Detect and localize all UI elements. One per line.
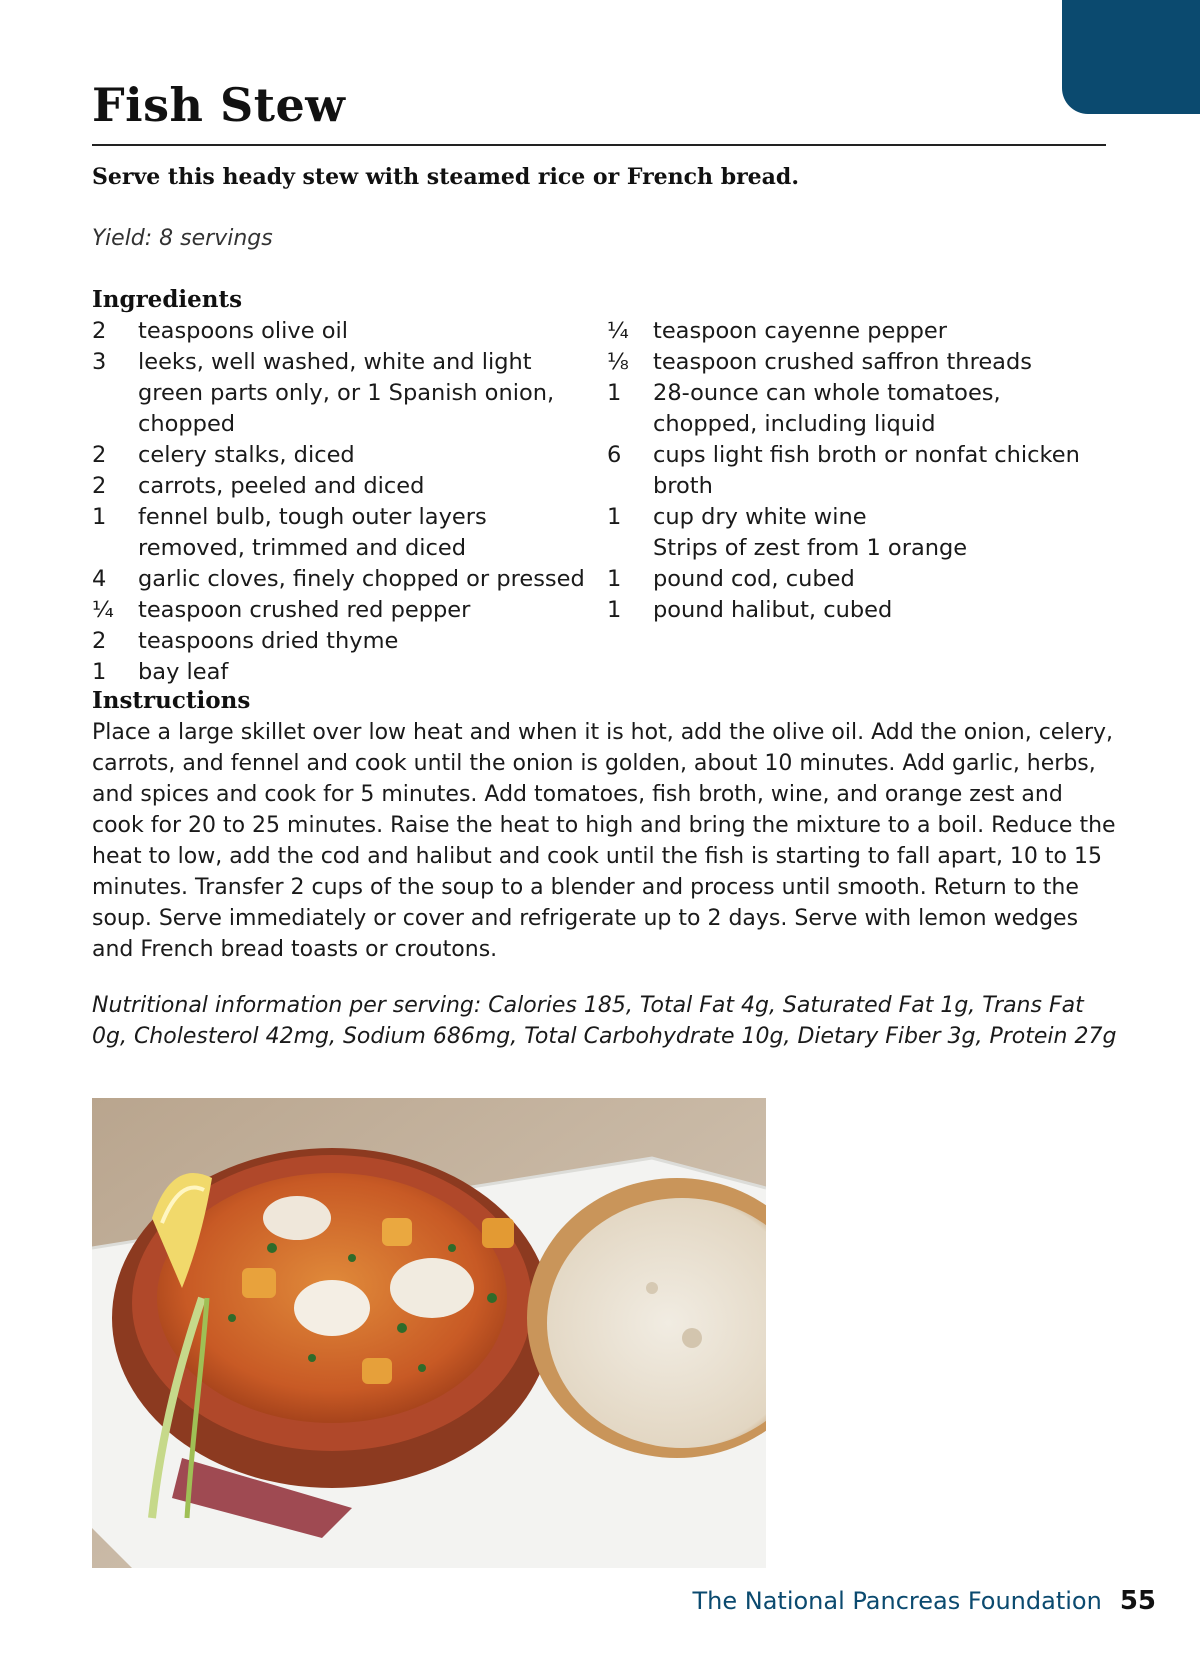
ingredient-item — [92, 440, 592, 471]
ingredient-item — [607, 533, 1107, 564]
ingredient-item — [607, 440, 1107, 502]
ingredient-item — [92, 316, 592, 347]
ingredient-item — [607, 502, 1107, 533]
footer-organization: The National Pancreas Foundation — [692, 1587, 1102, 1615]
ingredient-qty: ¼ — [92, 597, 114, 623]
title-divider — [92, 144, 1106, 146]
recipe-subtitle: Serve this heady stew with steamed rice or French bread. — [92, 164, 799, 190]
page-number: 55 — [1119, 1586, 1156, 1616]
ingredient-qty: ¼ — [607, 318, 629, 344]
ingredient-qty: 1 — [607, 597, 622, 623]
page-footer — [692, 1586, 1156, 1616]
corner-tab — [1062, 0, 1200, 114]
fish-stew-photo — [92, 1098, 766, 1568]
ingredient-text: fennel bulb, tough outer layers removed, trimmed and diced — [138, 504, 487, 561]
ingredient-qty: 2 — [92, 473, 107, 499]
ingredient-item — [607, 378, 1107, 440]
ingredient-text: teaspoons dried thyme — [138, 628, 399, 654]
ingredient-text: leeks, well washed, white and light green parts only, or 1 Spanish onion, chopped — [138, 349, 555, 437]
instructions-text: Place a large skillet over low heat and when it is hot, add the olive oil. Add the onion, celery, carrots, and fennel and cook until the onion is golden, about 10 minutes. Add garlic, herbs, and spices and cook for 5 minutes. Add tomatoes, fish broth, wine, and orange zest and cook for 20 to 25 minutes. Raise the heat to high and bring the mixture to a boil. Reduce the heat to low, add the cod and halibut and cook until the fish is starting to fall apart, 10 to 15 minutes. Transfer 2 cups of the soup to a blender and process until smooth. Return to the soup. Serve immediately or cover and refrigerate up to 2 days. Serve with lemon wedges and French bread toasts or croutons. — [92, 720, 1116, 962]
ingredient-qty: 6 — [607, 442, 622, 468]
ingredient-qty: 1 — [92, 504, 107, 530]
ingredients-right-column — [607, 316, 1107, 626]
page-title: Fish Stew — [92, 78, 346, 132]
ingredient-item — [92, 502, 592, 564]
ingredient-qty — [607, 533, 653, 564]
ingredient-item — [92, 347, 592, 440]
ingredient-qty: 2 — [92, 442, 107, 468]
ingredient-qty: 4 — [92, 566, 107, 592]
ingredient-text: 28-ounce can whole tomatoes, chopped, including liquid — [653, 380, 1001, 437]
ingredient-qty: 3 — [92, 349, 107, 375]
ingredient-text: cup dry white wine — [653, 504, 867, 530]
ingredient-text: carrots, peeled and diced — [138, 473, 425, 499]
ingredient-item — [92, 595, 592, 626]
ingredient-item — [92, 564, 592, 595]
ingredient-text: pound cod, cubed — [653, 566, 855, 592]
ingredient-qty: 1 — [607, 566, 622, 592]
ingredient-item — [607, 564, 1107, 595]
ingredient-text: garlic cloves, finely chopped or pressed — [138, 566, 585, 592]
ingredient-item — [607, 347, 1107, 378]
ingredient-item — [92, 657, 592, 688]
ingredient-text: pound halibut, cubed — [653, 597, 893, 623]
ingredients-left-column — [92, 316, 592, 688]
instructions-heading: Instructions — [92, 687, 251, 714]
ingredient-qty: 1 — [607, 380, 622, 406]
ingredient-qty: 1 — [607, 504, 622, 530]
ingredient-item — [607, 316, 1107, 347]
ingredient-text: cups light fish broth or nonfat chicken broth — [653, 442, 1080, 499]
ingredient-item — [92, 471, 592, 502]
ingredient-qty: 2 — [92, 628, 107, 654]
ingredient-text: bay leaf — [138, 659, 229, 685]
ingredient-qty: 1 — [92, 659, 107, 685]
ingredient-item — [607, 595, 1107, 626]
ingredient-text: teaspoon crushed red pepper — [138, 597, 471, 623]
ingredients-heading: Ingredients — [92, 286, 243, 313]
ingredient-text: celery stalks, diced — [138, 442, 355, 468]
ingredient-text: teaspoon crushed saffron threads — [653, 349, 1032, 375]
nutrition-info: Nutritional information per serving: Calories 185, Total Fat 4g, Saturated Fat 1g, Trans Fat 0g, Cholesterol 42mg, Sodium 686mg, Total Carbohydrate 10g, Dietary Fiber 3g, Protein 27g — [92, 993, 1117, 1049]
ingredient-text: teaspoons olive oil — [138, 318, 348, 344]
ingredient-text: Strips of zest from 1 orange — [653, 535, 968, 561]
ingredient-text: teaspoon cayenne pepper — [653, 318, 948, 344]
recipe-yield: Yield: 8 servings — [92, 226, 273, 251]
ingredient-qty: 2 — [92, 318, 107, 344]
ingredient-item — [92, 626, 592, 657]
ingredient-qty: ⅛ — [607, 349, 629, 375]
